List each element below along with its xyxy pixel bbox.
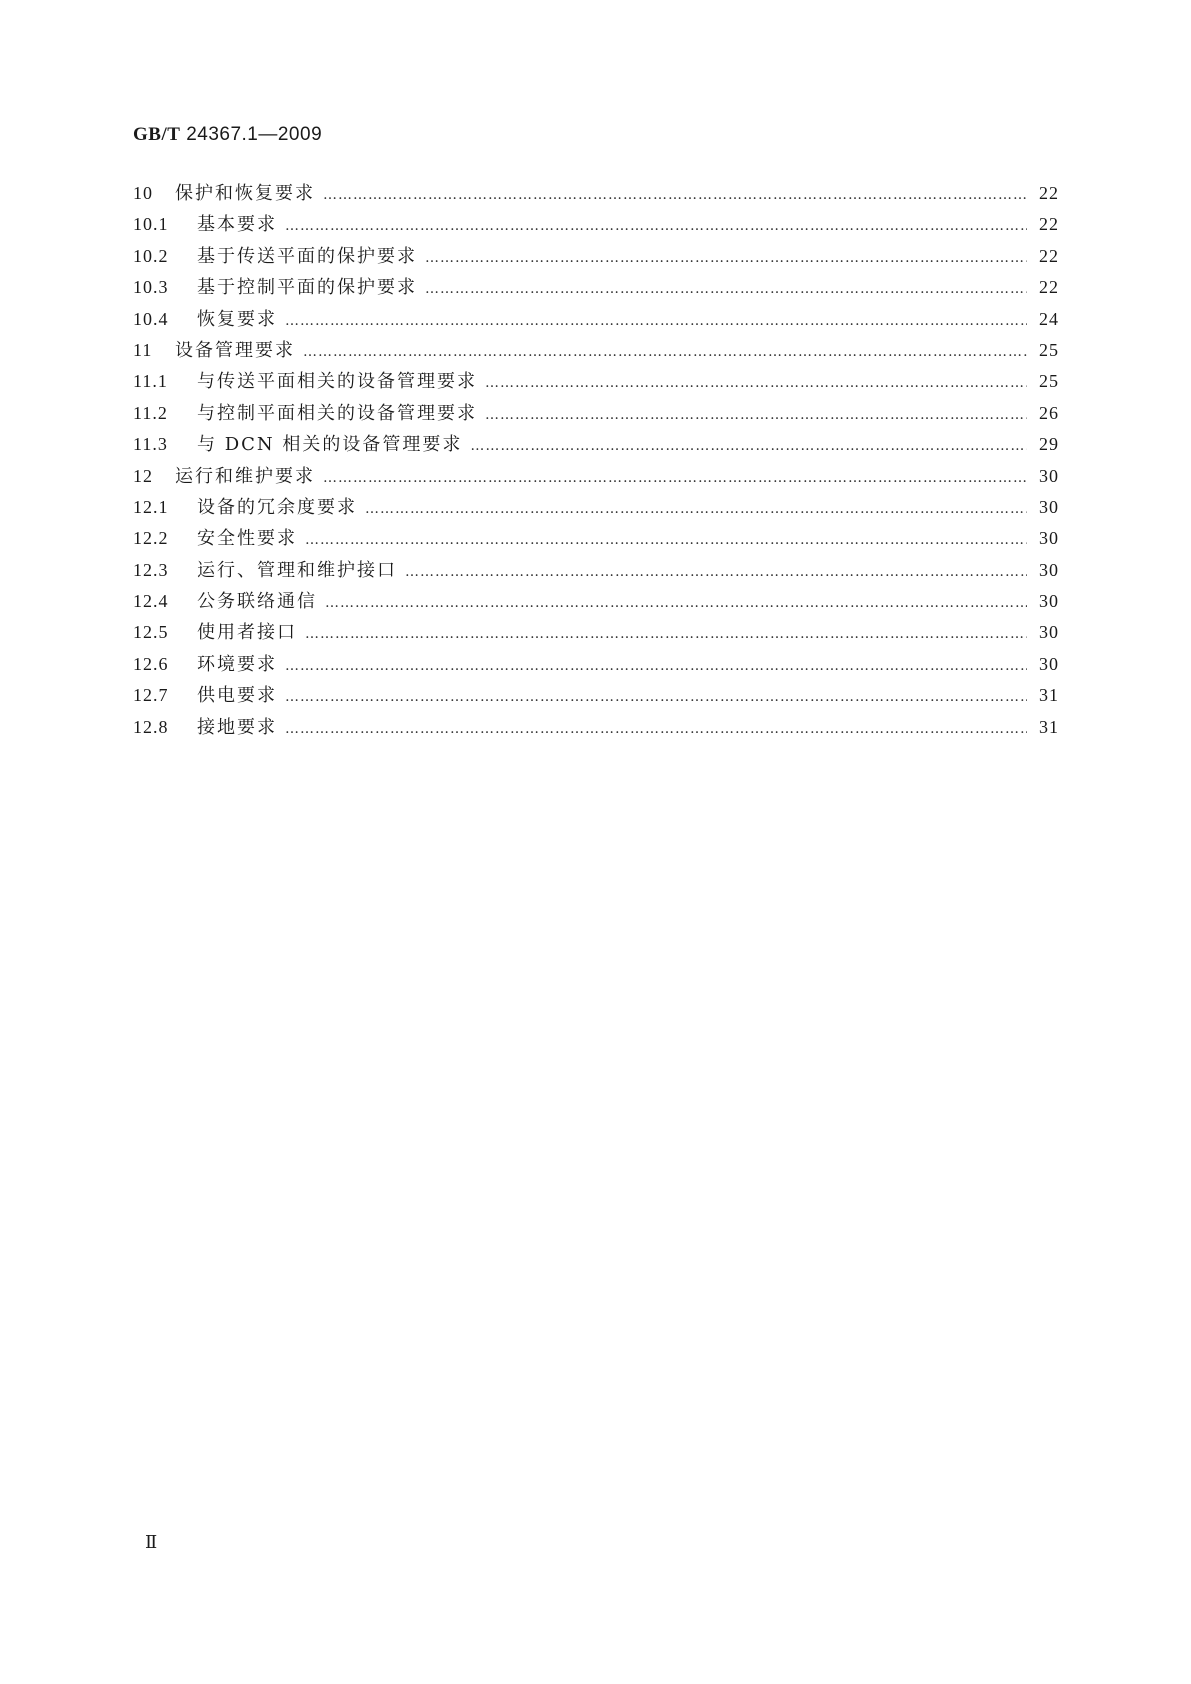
toc-entry-title: 基于控制平面的保护要求 bbox=[197, 277, 417, 299]
toc-entry-number: 10.3 bbox=[133, 277, 169, 298]
toc-entry-page: 30 bbox=[1039, 496, 1059, 517]
toc-leader-dots bbox=[425, 274, 1027, 305]
toc-entry-number: 10.2 bbox=[133, 245, 169, 266]
toc-entry-page: 22 bbox=[1039, 214, 1059, 235]
toc-entry-title: 与控制平面相关的设备管理要求 bbox=[197, 402, 477, 424]
toc-entry-number: 10 bbox=[133, 183, 153, 203]
toc-entry-page: 22 bbox=[1039, 277, 1059, 298]
toc-entry-title: 设备管理要求 bbox=[175, 339, 295, 361]
toc-entry-title: 安全性要求 bbox=[197, 528, 297, 550]
toc-entry-page: 30 bbox=[1039, 528, 1059, 549]
toc-entry-12-8[interactable] bbox=[133, 712, 1059, 743]
toc-entry-title: 恢复要求 bbox=[197, 308, 277, 330]
toc-entry-number: 11.1 bbox=[133, 371, 168, 392]
toc-entry-title: 供电要求 bbox=[197, 685, 277, 707]
toc-leader-dots bbox=[285, 211, 1027, 242]
toc-entry-page: 31 bbox=[1039, 685, 1059, 706]
toc-leader-dots bbox=[305, 619, 1027, 650]
toc-leader-dots bbox=[405, 557, 1027, 588]
toc-entry-title: 运行和维护要求 bbox=[175, 465, 315, 487]
page-number: Ⅱ bbox=[145, 1532, 158, 1552]
toc-entry-number: 12.2 bbox=[133, 528, 169, 549]
toc-entry-title: 基本要求 bbox=[197, 214, 277, 236]
toc-entry-12-5[interactable] bbox=[133, 617, 1059, 648]
toc-entry-number: 12.4 bbox=[133, 591, 169, 612]
toc-entry-page: 22 bbox=[1039, 245, 1059, 266]
toc-entry-number: 12.1 bbox=[133, 496, 169, 517]
toc-leader-dots bbox=[285, 682, 1027, 713]
toc-leader-dots bbox=[470, 431, 1027, 462]
toc-entry-12-4[interactable] bbox=[133, 586, 1059, 617]
toc-entry-number: 11 bbox=[133, 339, 153, 360]
toc-entry-12-1[interactable] bbox=[133, 492, 1059, 523]
toc-entry-page: 30 bbox=[1039, 622, 1059, 643]
toc-entry-title: 与传送平面相关的设备管理要求 bbox=[197, 371, 477, 393]
toc-entry-number: 12 bbox=[133, 465, 153, 486]
toc-entry-12[interactable] bbox=[133, 461, 1059, 492]
toc-entry-10-2[interactable] bbox=[133, 241, 1059, 272]
toc-entry-title: 保护和恢复要求 bbox=[175, 183, 315, 204]
toc-entry-page: 29 bbox=[1039, 434, 1059, 455]
toc-entry-10-4[interactable] bbox=[133, 304, 1059, 335]
toc-entry-11[interactable] bbox=[133, 335, 1059, 366]
toc-entry-number: 12.3 bbox=[133, 559, 169, 580]
toc-entry-title: 设备的冗余度要求 bbox=[197, 496, 357, 518]
toc-leader-dots bbox=[323, 180, 1027, 211]
toc-entry-title: 运行、管理和维护接口 bbox=[197, 559, 397, 581]
toc-entry-12-6[interactable] bbox=[133, 649, 1059, 680]
toc-entry-12-7[interactable] bbox=[133, 680, 1059, 711]
toc-leader-dots bbox=[365, 494, 1027, 525]
toc-entry-number: 11.3 bbox=[133, 434, 168, 455]
toc-entry-10-3[interactable] bbox=[133, 272, 1059, 303]
toc-entry-page: 25 bbox=[1039, 339, 1059, 360]
toc-entry-title: 接地要求 bbox=[197, 716, 277, 738]
toc-leader-dots bbox=[485, 400, 1027, 431]
toc-entry-title: 公务联络通信 bbox=[197, 591, 317, 613]
toc-entry-page: 24 bbox=[1039, 308, 1059, 329]
toc-leader-dots bbox=[425, 243, 1027, 274]
table-of-contents bbox=[133, 178, 1059, 743]
toc-leader-dots bbox=[285, 714, 1027, 745]
toc-entry-title: 使用者接口 bbox=[197, 622, 297, 644]
toc-entry-11-3[interactable] bbox=[133, 429, 1059, 460]
toc-leader-dots bbox=[325, 588, 1027, 619]
toc-entry-12-2[interactable] bbox=[133, 523, 1059, 554]
toc-leader-dots bbox=[303, 337, 1027, 368]
toc-entry-title: 基于传送平面的保护要求 bbox=[197, 245, 417, 267]
toc-entry-number: 12.7 bbox=[133, 685, 169, 706]
toc-entry-11-1[interactable] bbox=[133, 366, 1059, 397]
toc-entry-number: 12.8 bbox=[133, 716, 169, 737]
toc-entry-page: 30 bbox=[1039, 559, 1059, 580]
toc-leader-dots bbox=[285, 306, 1027, 337]
document-number: 24367.1—2009 bbox=[186, 124, 323, 145]
toc-entry-page: 31 bbox=[1039, 716, 1059, 737]
document-code bbox=[133, 124, 322, 146]
toc-entry-10-1[interactable] bbox=[133, 209, 1059, 240]
toc-entry-number: 12.6 bbox=[133, 653, 169, 674]
toc-entry-12-3[interactable] bbox=[133, 555, 1059, 586]
toc-entry-number: 10.4 bbox=[133, 308, 169, 329]
toc-leader-dots bbox=[323, 463, 1027, 494]
toc-leader-dots bbox=[305, 525, 1027, 556]
toc-entry-page: 30 bbox=[1039, 465, 1059, 486]
toc-entry-title: 环境要求 bbox=[197, 653, 277, 675]
toc-entry-page: 30 bbox=[1039, 653, 1059, 674]
toc-leader-dots bbox=[285, 651, 1027, 682]
toc-leader-dots bbox=[485, 368, 1027, 399]
toc-entry-10[interactable] bbox=[133, 178, 1059, 209]
toc-entry-number: 10.1 bbox=[133, 214, 169, 235]
toc-entry-page: 25 bbox=[1039, 371, 1059, 392]
toc-entry-number: 12.5 bbox=[133, 622, 169, 643]
toc-entry-page: 22 bbox=[1039, 183, 1059, 203]
toc-entry-page: 30 bbox=[1039, 591, 1059, 612]
toc-entry-11-2[interactable] bbox=[133, 398, 1059, 429]
toc-entry-title: 与 DCN 相关的设备管理要求 bbox=[197, 434, 463, 456]
standard-code: GB/T bbox=[133, 124, 181, 145]
toc-entry-number: 11.2 bbox=[133, 402, 168, 423]
toc-entry-page: 26 bbox=[1039, 402, 1059, 423]
